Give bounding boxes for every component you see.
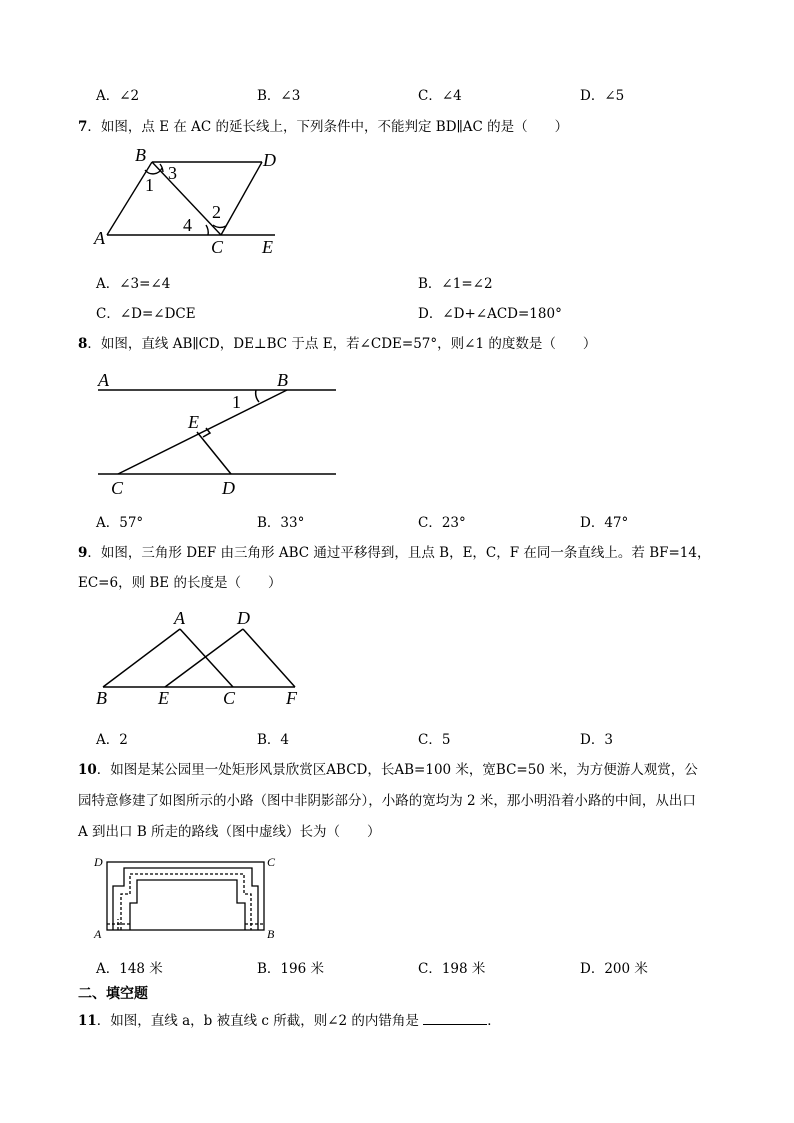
- q7-number: 7: [78, 119, 88, 135]
- q8-text: ．如图，直线 AB∥CD，DE⊥BC 于点 E，若∠CDE=57°，则∠1 的度数是（ ）: [87, 336, 597, 352]
- q8-label-a: A: [98, 370, 109, 390]
- q8-label-e: E: [188, 412, 199, 432]
- q10-text-3: A 到出口 B 所走的路线（图中虚线）长为（ ）: [78, 824, 381, 840]
- q10-number: 10: [78, 762, 97, 778]
- q7-angle-3: 3: [168, 163, 177, 183]
- q9-label-d: D: [237, 608, 250, 628]
- q8-number: 8: [78, 336, 88, 352]
- q9-option-b: B．4: [257, 732, 290, 748]
- q9-option-a: A．2: [96, 732, 128, 748]
- q7-label-e: E: [262, 237, 273, 257]
- q8-label-b: B: [277, 370, 288, 390]
- q8-option-c: C．23°: [418, 515, 466, 531]
- q7-label-a: A: [94, 228, 105, 248]
- q9-text-2: EC=6，则 BE 的长度是（ ）: [78, 575, 282, 591]
- q6-option-c: C．∠4: [418, 88, 462, 104]
- q9-text-1: ．如图，三角形 DEF 由三角形 ABC 通过平移得到，且点 B，E，C，F 在同一条直线上。若 BF=14，: [87, 545, 711, 561]
- q7-option-c: C．∠D=∠DCE: [96, 306, 196, 322]
- q10-text-1: ．如图是某公园里一处矩形风景欣赏区ABCD，长AB=100 米，宽BC=50 米，为方便游人观赏，公: [96, 762, 698, 778]
- q7-angle-4: 4: [183, 215, 192, 235]
- q7-angle-2: 2: [212, 202, 221, 222]
- q11-answer-blank[interactable]: [423, 1010, 487, 1025]
- q8-option-b: B．33°: [257, 515, 305, 531]
- q9-option-c: C．5: [418, 732, 451, 748]
- q7-label-b: B: [135, 145, 146, 165]
- q8-label-d: D: [222, 478, 235, 498]
- q7-option-a: A．∠3=∠4: [96, 276, 171, 292]
- q10-label-d: D: [94, 855, 103, 869]
- q7-option-b: B．∠1=∠2: [418, 276, 493, 292]
- q11-number: 11: [78, 1013, 97, 1029]
- q10-text-2: 园特意修建了如图所示的小路（图中非阴影部分），小路的宽均为 2 米，那小明沿着小路的中间，从出口: [78, 793, 696, 809]
- q9-label-b: B: [96, 688, 107, 708]
- q9-label-f: F: [286, 688, 297, 708]
- q8-option-a: A．57°: [96, 515, 144, 531]
- q10-label-c: C: [267, 855, 276, 869]
- q10-option-a: A．148 米: [96, 961, 163, 977]
- q10-option-c: C．198 米: [418, 961, 486, 977]
- section-title-fill-in: 二、填空题: [78, 986, 148, 1002]
- q8-angle-1: 1: [232, 392, 241, 412]
- q9-label-a: A: [174, 608, 185, 628]
- q7-label-d: D: [263, 150, 276, 170]
- q9-label-e: E: [158, 688, 169, 708]
- q9-number: 9: [78, 545, 88, 561]
- q10-label-b: B: [267, 927, 275, 941]
- q10-label-a: A: [94, 927, 102, 941]
- q6-option-d: D．∠5: [580, 88, 625, 104]
- q6-option-a: A．∠2: [96, 88, 140, 104]
- q8-option-d: D．47°: [580, 515, 629, 531]
- q11-stem: [78, 1009, 501, 1029]
- q8-label-c: C: [111, 478, 124, 498]
- q10-option-b: B．196 米: [257, 961, 324, 977]
- q9-label-c: C: [223, 688, 236, 708]
- q7-angle-1: 1: [145, 175, 154, 195]
- q11-text: ．如图，直线 a，b 被直线 c 所截，则∠2 的内错角是: [96, 1013, 419, 1029]
- q10-option-d: D．200 米: [580, 961, 648, 977]
- q9-option-d: D．3: [580, 732, 613, 748]
- q6-option-b: B．∠3: [257, 88, 301, 104]
- q11-tail: ．: [487, 1013, 501, 1029]
- q7-text: ．如图，点 E 在 AC 的延长线上，下列条件中，不能判定 BD∥AC 的是（ ）: [87, 119, 569, 135]
- q7-label-c: C: [211, 237, 224, 257]
- q7-option-d: D．∠D+∠ACD=180°: [418, 306, 562, 322]
